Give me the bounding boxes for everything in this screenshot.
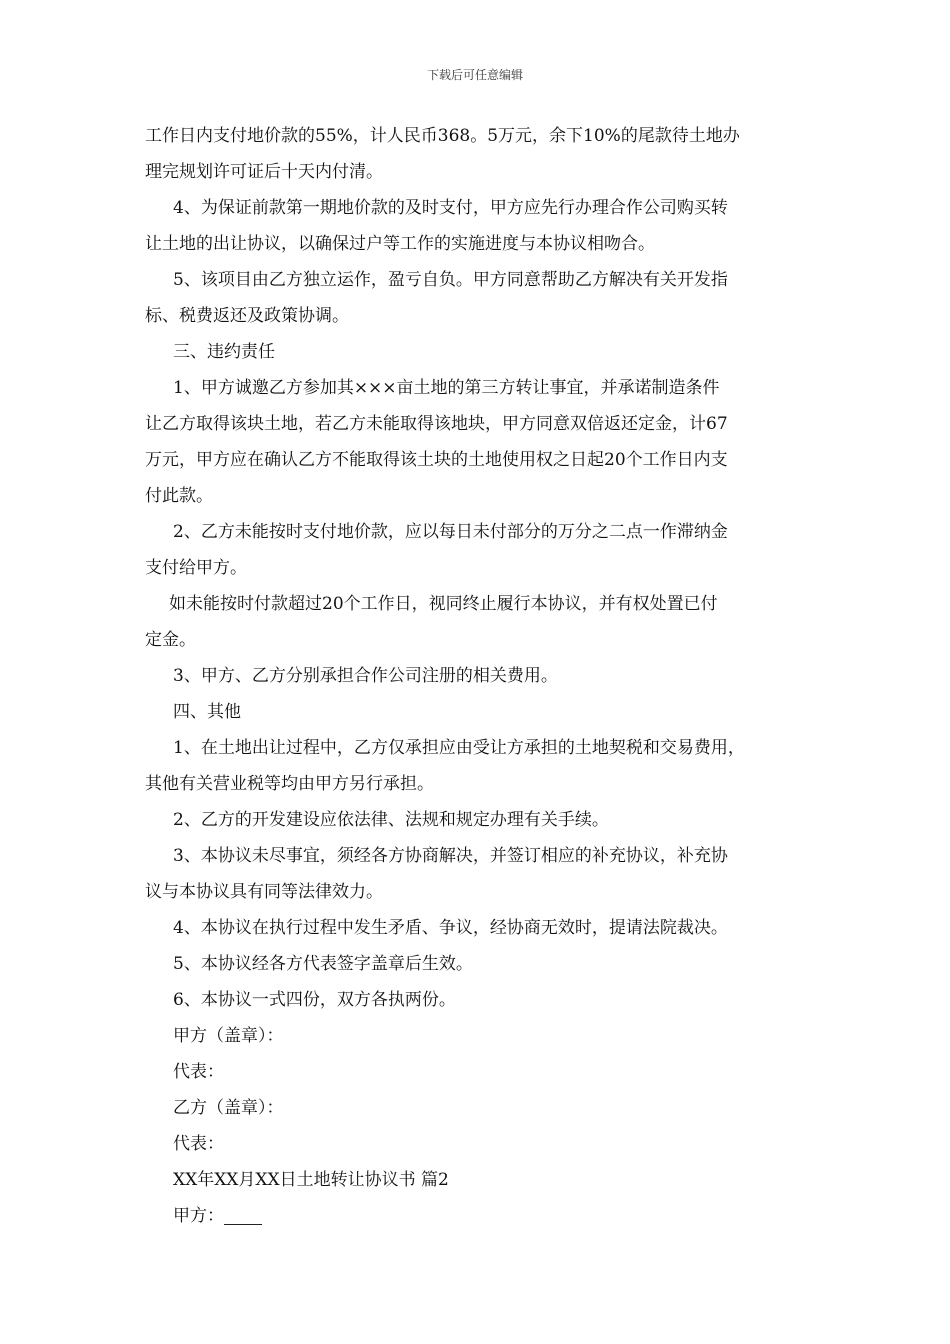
paragraph-line: 6、本协议一式四份，双方各执两份。 (173, 990, 456, 1010)
paragraph-line: 标、税费返还及政策协调。 (145, 306, 349, 326)
paragraph-line: 万元，甲方应在确认乙方不能取得该土块的土地使用权之日起20个工作日内支 (145, 450, 728, 470)
paragraph-line: 定金。 (145, 630, 196, 650)
paragraph-line: 2、乙方的开发建设应依法律、法规和规定办理有关手续。 (173, 810, 609, 830)
document-body (145, 118, 813, 1234)
document-title-part-2: XX年XX月XX日土地转让协议书 篇2 (173, 1170, 449, 1190)
signature-representative: 代表： (173, 1062, 224, 1082)
section-heading: 四、其他 (173, 702, 241, 722)
party-a-line (145, 1198, 813, 1234)
paragraph-line: 3、甲方、乙方分别承担合作公司注册的相关费用。 (173, 666, 558, 686)
signature-party-a: 甲方（盖章）： (173, 1026, 284, 1046)
paragraph-line: 4、本协议在执行过程中发生矛盾、争议，经协商无效时，提请法院裁决。 (173, 918, 728, 938)
paragraph-line: 工作日内支付地价款的55%，计人民币368。5万元，余下10%的尾款待土地办 (145, 126, 740, 146)
paragraph-line: 理完规划许可证后十天内付清。 (145, 162, 383, 182)
paragraph-line: 5、本协议经各方代表签字盖章后生效。 (173, 954, 473, 974)
section-heading: 三、违约责任 (173, 342, 275, 362)
paragraph-line: 议与本协议具有同等法律效力。 (145, 882, 383, 902)
paragraph-line: 3、本协议未尽事宜，须经各方协商解决，并签订相应的补充协议，补充协 (173, 846, 728, 866)
page-header: 下载后可任意编辑 (426, 68, 523, 82)
blank-underline (224, 1223, 262, 1225)
party-a-label: 甲方： (173, 1206, 224, 1226)
paragraph-line: 其他有关营业税等均由甲方另行承担。 (145, 774, 434, 794)
paragraph-line: 1、在土地出让过程中，乙方仅承担应由受让方承担的土地契税和交易费用， (173, 738, 745, 758)
paragraph-line: 4、为保证前款第一期地价款的及时支付，甲方应先行办理合作公司购买转 (173, 198, 728, 218)
paragraph-line: 让土地的出让协议，以确保过户等工作的实施进度与本协议相吻合。 (145, 234, 655, 254)
paragraph-line: 1、甲方诚邀乙方参加其×××亩土地的第三方转让事宜，并承诺制造条件 (173, 378, 720, 398)
paragraph-line: 2、乙方未能按时支付地价款，应以每日未付部分的万分之二点一作滞纳金 (173, 522, 728, 542)
paragraph-line: 如未能按时付款超过20个工作日，视同终止履行本协议，并有权处置已付 (169, 594, 718, 614)
paragraph-line: 让乙方取得该块土地，若乙方未能取得该地块，甲方同意双倍返还定金，计67 (145, 414, 728, 434)
signature-party-b: 乙方（盖章）： (173, 1098, 284, 1118)
paragraph-line: 付此款。 (145, 486, 213, 506)
paragraph-line: 支付给甲方。 (145, 558, 247, 578)
paragraph-line: 5、该项目由乙方独立运作，盈亏自负。甲方同意帮助乙方解决有关开发指 (173, 270, 728, 290)
signature-representative: 代表： (173, 1134, 224, 1154)
